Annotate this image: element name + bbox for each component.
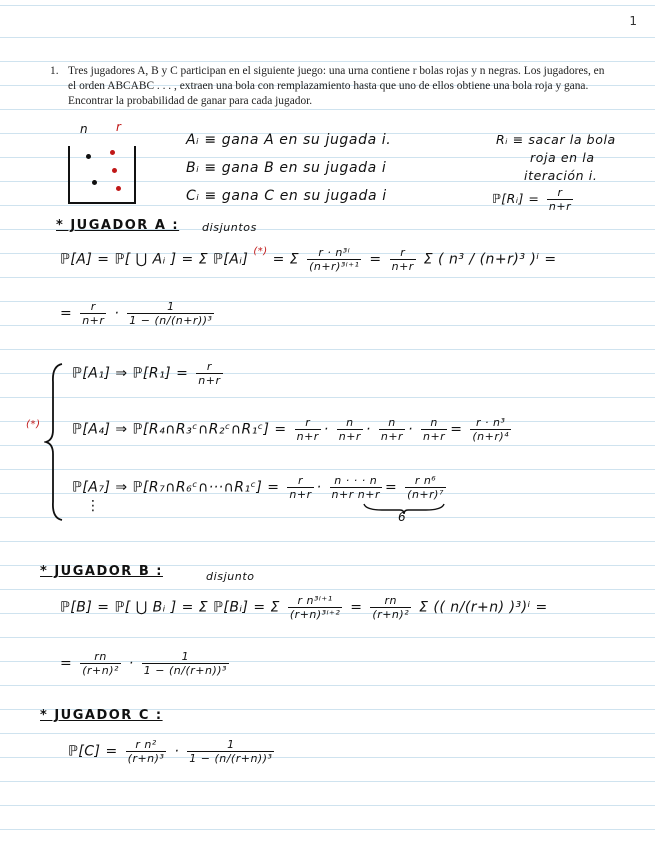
star-marker: (*) [253, 246, 268, 257]
red-ball [110, 150, 115, 155]
eq-c: ℙ[C] = $\frac{\text{r n²}}{\text{(r+n)³}}$ · $\frac{1}{\text{1 − (n/(r+n))³}}$ [68, 738, 273, 765]
eq-b-tail: Σ (( n/(r+n) )³)ⁱ = [419, 599, 548, 616]
case3-mid: $\frac{n \cdot \cdot \cdot n}{\text{n+r n+r}}$ [331, 474, 380, 501]
case2-result: $\frac{\text{r · n³}}{\text{(n+r)⁴}}$ [472, 416, 510, 443]
underbrace-count: 6 [398, 510, 407, 524]
def-a: Aᵢ ≡ gana A en su jugada i. [186, 132, 392, 148]
urn-drawing [68, 146, 136, 204]
left-brace [44, 362, 66, 522]
disjunto-note: disjunto [206, 570, 255, 583]
p-r-formula [492, 186, 576, 213]
urn-label-r: r [116, 120, 122, 134]
p-r-num: r [547, 186, 573, 200]
black-ball [92, 180, 97, 185]
case1-left: ℙ[A₁] ⇒ ℙ[R₁] = [72, 365, 189, 382]
cases-label: (*) [26, 419, 41, 430]
p-r-den: n+r [548, 200, 572, 213]
disjuntos-note: disjuntos [202, 221, 257, 234]
case-row1 [72, 360, 226, 387]
black-ball [86, 154, 91, 159]
eq-b-frac2: $\frac{rn}{\text{(r+n)²}}$ [372, 594, 410, 621]
eq-c-left: ℙ[C] = [68, 743, 118, 760]
eq-a-sum: = Σ [272, 251, 300, 268]
eq-a-frac2: $\frac{r}{n+r}$ [391, 246, 414, 273]
eq-a-line1: ℙ[A] = ℙ[ ⋃ Aᵢ ] = Σ ℙ[Aᵢ] (*) = Σ $\frac{\text{r · n³ⁱ}}{\text{(n+r)³ⁱ⁺¹}}$ = $\frac{r}{n+r}$ Σ ( n³ / (n+r)³ )ⁱ = [60, 246, 557, 273]
def-c: Cᵢ ≡ gana C en su jugada i [186, 188, 387, 204]
vertical-dots: ⋮ [86, 498, 101, 514]
case3-frac1: $\frac{r}{n+r}$ [289, 474, 312, 501]
problem-number: 1. [50, 65, 59, 77]
eq-b2-frac2: $\frac{1}{\text{1 − (n/(r+n))³}}$ [143, 650, 227, 677]
eq-b-left: ℙ[B] = ℙ[ ⋃ Bᵢ ] = Σ ℙ[Bᵢ] = Σ [60, 599, 280, 616]
jugador-c-heading: * JUGADOR C : [40, 708, 163, 723]
eq-b-frac1: $\frac{\text{r n³ⁱ⁺¹}}{\text{(r+n)³ⁱ⁺²}}$ [289, 594, 341, 621]
case1-frac: $\frac{r}{n+r}$ [198, 360, 221, 387]
def-r-line3: iteración i. [524, 168, 598, 183]
case2-left: ℙ[A₄] ⇒ ℙ[R₄∩R₃ᶜ∩R₂ᶜ∩R₁ᶜ] = [72, 421, 287, 438]
case3-left: ℙ[A₇] ⇒ ℙ[R₇∩R₆ᶜ∩···∩R₁ᶜ] = [72, 479, 280, 496]
def-b: Bᵢ ≡ gana B en su jugada i [186, 160, 387, 176]
eq-b-line1: ℙ[B] = ℙ[ ⋃ Bᵢ ] = Σ ℙ[Bᵢ] = Σ $\frac{\text{r n³ⁱ⁺¹}}{\text{(r+n)³ⁱ⁺²}}$ = $\frac{rn}{\text{(r+n)²}}$ Σ (( n/(r+n) )³)ⁱ = [60, 594, 548, 621]
case-row3: ℙ[A₇] ⇒ ℙ[R₇∩R₆ᶜ∩···∩R₁ᶜ] = $\frac{r}{n+r}$ · $\frac{n \cdot \cdot \cdot n}{\text{n+r n+r}}$ = $\frac{\text{r n⁶}}{\text{(n+r)⁷}}$ [72, 474, 444, 501]
jugador-a-heading: * JUGADOR A : [56, 218, 180, 233]
page-number: 1 [629, 14, 637, 28]
eq-c-frac1: $\frac{\text{r n²}}{\text{(r+n)³}}$ [127, 738, 165, 765]
eq-b-line2: = $\frac{rn}{\text{(r+n)²}}$ · $\frac{1}{\text{1 − (n/(r+n))³}}$ [60, 650, 227, 677]
jugador-b-heading: * JUGADOR B : [40, 564, 163, 579]
problem-statement [50, 64, 610, 109]
red-ball [116, 186, 121, 191]
problem-text: Tres jugadores A, B y C participan en el siguiente juego: una urna contiene r bolas rojas y n negras. Los jugadores, en el orden ABCABC . . . , extraen una bola con remplazamiento hasta que uno de ellos obtiene una bola roja y gana. Encontrar la probabilidad de ganar para cada jugador. [68, 65, 605, 107]
eq-a2-frac2: $\frac{1}{\text{1 − (n/(n+r))³}}$ [129, 300, 213, 327]
def-r-line2: roja en la [530, 150, 595, 165]
case-row2: ℙ[A₄] ⇒ ℙ[R₄∩R₃ᶜ∩R₂ᶜ∩R₁ᶜ] = $\frac{r}{n+r}$ · $\frac{n}{n+r}$ · $\frac{n}{n+r}$ · $\frac{n}{n+r}$ = $\frac{\text{r · n³}}{\text{(n+r)⁴}}$ [72, 416, 510, 443]
def-r-line1: Rᵢ ≡ sacar la bola [496, 132, 616, 147]
eq-a-line2: = $\frac{r}{n+r}$ · $\frac{1}{\text{1 − (n/(n+r))³}}$ [60, 300, 213, 327]
urn-label-n: n [80, 122, 89, 136]
case3-result: $\frac{\text{r n⁶}}{\text{(n+r)⁷}}$ [407, 474, 444, 501]
eq-a2-frac1: $\frac{r}{n+r}$ [82, 300, 105, 327]
eq-a-tail: Σ ( n³ / (n+r)³ )ⁱ = [423, 251, 557, 268]
eq-b2-frac1: $\frac{rn}{\text{(r+n)²}}$ [82, 650, 119, 677]
p-r-lhs: ℙ[Rᵢ] = [492, 191, 540, 206]
red-ball [112, 168, 117, 173]
eq-a-frac1: $\frac{\text{r · n³ⁱ}}{\text{(n+r)³ⁱ⁺¹}}$ [309, 246, 360, 273]
eq-c-frac2: $\frac{1}{\text{1 − (n/(r+n))³}}$ [189, 738, 273, 765]
eq-a-left: ℙ[A] = ℙ[ ⋃ Aᵢ ] = Σ ℙ[Aᵢ] [60, 251, 249, 268]
p-r-fraction [547, 186, 573, 213]
